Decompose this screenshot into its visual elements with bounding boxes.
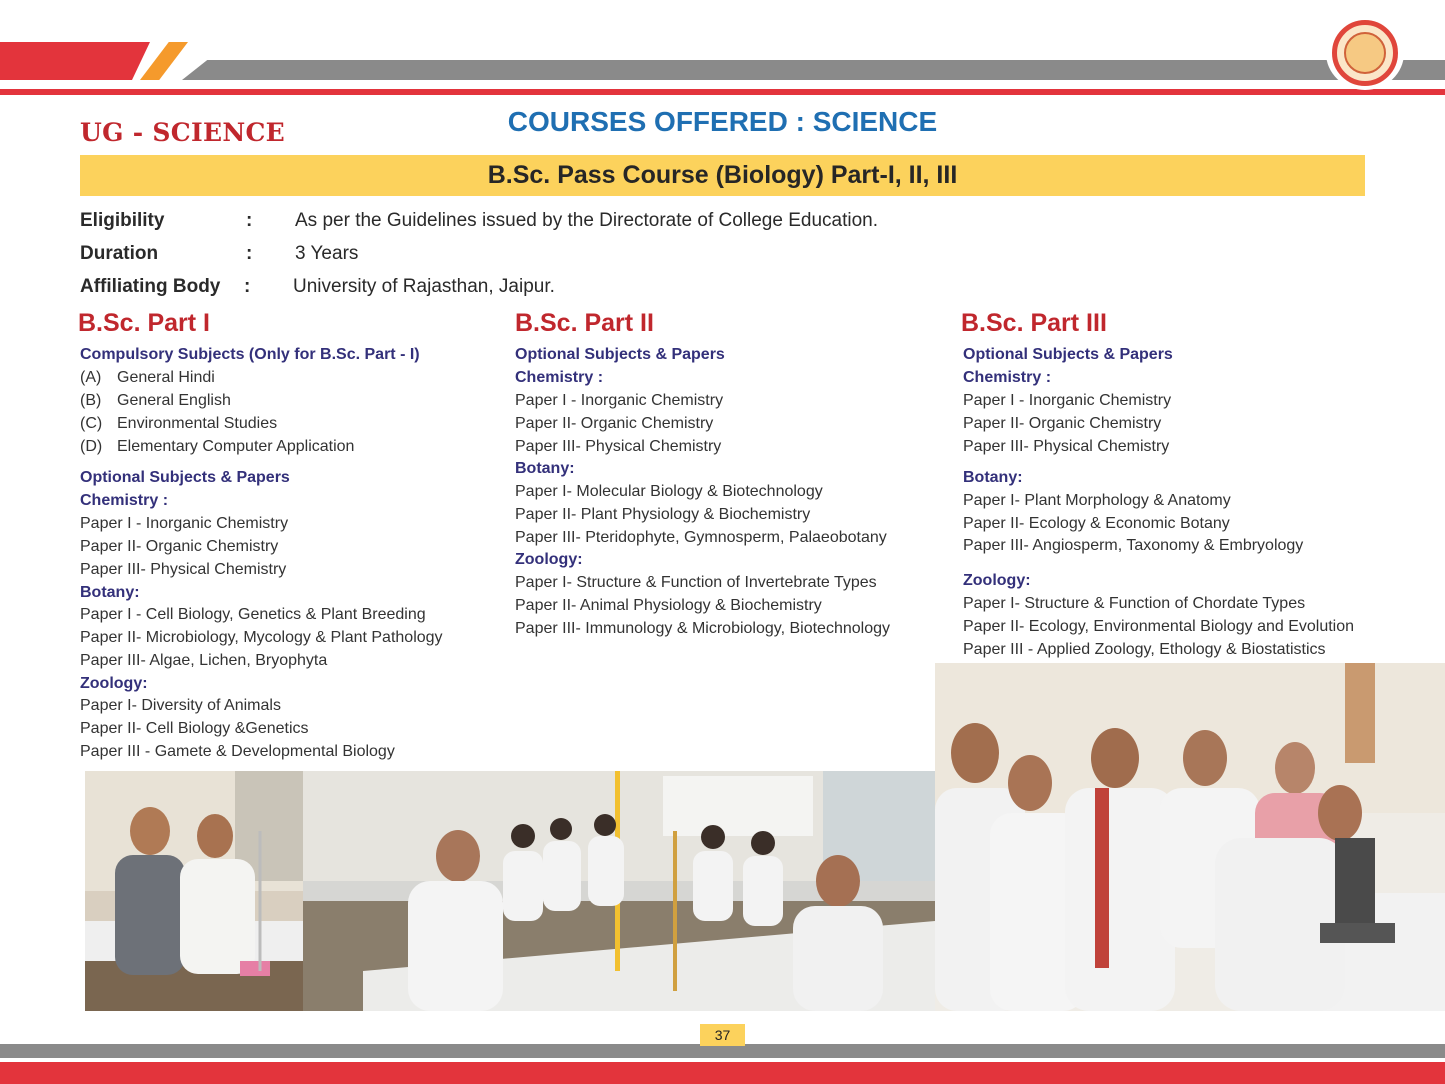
paper-item: Paper III - Gamete & Developmental Biology <box>80 743 395 760</box>
part1-chemistry-title: Chemistry : <box>80 492 169 509</box>
compulsory-code: (C) <box>80 415 103 432</box>
duration-colon: : <box>246 243 253 264</box>
paper-item: Paper I- Molecular Biology & Biotechnology <box>515 483 823 500</box>
part2-botany-title: Botany: <box>515 460 575 477</box>
affiliating-body-label: Affiliating Body <box>80 276 221 297</box>
paper-item: Paper III- Physical Chemistry <box>515 438 722 455</box>
part2-heading: B.Sc. Part II <box>515 309 654 337</box>
part1-botany-title: Botany: <box>80 584 140 601</box>
footer-red-band <box>0 1062 1445 1084</box>
paper-item: Paper III- Immunology & Microbiology, Biotechnology <box>515 620 890 637</box>
header-gray-stripe <box>182 60 1445 80</box>
footer-gray-band <box>0 1044 1445 1058</box>
part1-zoology-title: Zoology: <box>80 675 148 692</box>
compulsory-subject: General English <box>117 392 231 409</box>
course-banner: B.Sc. Pass Course (Biology) Part-I, II, III <box>80 155 1365 196</box>
part2-optional-title: Optional Subjects & Papers <box>515 346 725 363</box>
header-red-line <box>0 89 1445 95</box>
compulsory-code: (B) <box>80 392 102 409</box>
part3-chemistry-title: Chemistry : <box>963 369 1052 386</box>
page-title: COURSES OFFERED : SCIENCE <box>507 106 938 137</box>
paper-item: Paper I - Inorganic Chemistry <box>963 392 1172 409</box>
duration-value: 3 Years <box>295 243 359 264</box>
paper-item: Paper II- Ecology & Economic Botany <box>963 515 1230 532</box>
part2-chemistry-title: Chemistry : <box>515 369 604 386</box>
category-label: UG - SCIENCE <box>80 118 286 147</box>
part3-botany-title: Botany: <box>963 469 1023 486</box>
eligibility-value: As per the Guidelines issued by the Directorate of College Education. <box>295 210 878 231</box>
paper-item: Paper III- Angiosperm, Taxonomy & Embryology <box>963 537 1304 554</box>
paper-item: Paper III- Pteridophyte, Gymnosperm, Palaeobotany <box>515 529 887 546</box>
part2-zoology-title: Zoology: <box>515 551 583 568</box>
paper-item: Paper II- Ecology, Environmental Biology and Evolution <box>963 618 1355 635</box>
paper-item: Paper I- Diversity of Animals <box>80 697 281 714</box>
part3-zoology-title: Zoology: <box>963 572 1031 589</box>
paper-item: Paper I- Structure & Function of Invertebrate Types <box>515 574 877 591</box>
header-red-stripe <box>0 42 150 80</box>
eligibility-label: Eligibility <box>80 210 165 231</box>
paper-item: Paper II- Plant Physiology & Biochemistry <box>515 506 811 523</box>
compulsory-subject: General Hindi <box>117 369 215 386</box>
paper-item: Paper III- Physical Chemistry <box>963 438 1170 455</box>
compulsory-code: (D) <box>80 438 103 455</box>
part1-compulsory-title: Compulsory Subjects (Only for B.Sc. Part - I) <box>80 346 420 363</box>
logo-emblem <box>1344 32 1386 74</box>
part1-heading: B.Sc. Part I <box>78 309 210 337</box>
paper-item: Paper I- Structure & Function of Chordate Types <box>963 595 1306 612</box>
paper-item: Paper III - Applied Zoology, Ethology & Biostatistics <box>963 641 1326 658</box>
duration-label: Duration <box>80 243 159 264</box>
paper-item: Paper I - Cell Biology, Genetics & Plant Breeding <box>80 606 426 623</box>
affiliating-body-value: University of Rajasthan, Jaipur. <box>293 276 555 297</box>
paper-item: Paper II- Animal Physiology & Biochemistry <box>515 597 822 614</box>
paper-item: Paper II- Cell Biology &Genetics <box>80 720 309 737</box>
part3-optional-title: Optional Subjects & Papers <box>963 346 1173 363</box>
lab-photo-microscope <box>935 663 1445 1011</box>
page-number: 37 <box>700 1024 745 1046</box>
compulsory-subject: Environmental Studies <box>117 415 278 432</box>
part1-optional-title: Optional Subjects & Papers <box>80 469 290 486</box>
paper-item: Paper II- Microbiology, Mycology & Plant Pathology <box>80 629 443 646</box>
compulsory-subject: Elementary Computer Application <box>117 438 355 455</box>
paper-item: Paper II- Organic Chemistry <box>963 415 1162 432</box>
paper-item: Paper I - Inorganic Chemistry <box>515 392 724 409</box>
eligibility-colon: : <box>246 210 253 231</box>
compulsory-code: (A) <box>80 369 102 386</box>
paper-item: Paper II- Organic Chemistry <box>80 538 279 555</box>
affiliating-body-colon: : <box>244 276 251 297</box>
part3-heading: B.Sc. Part III <box>961 309 1107 337</box>
paper-item: Paper II- Organic Chemistry <box>515 415 714 432</box>
paper-item: Paper I - Inorganic Chemistry <box>80 515 289 532</box>
paper-item: Paper I- Plant Morphology & Anatomy <box>963 492 1231 509</box>
paper-item: Paper III- Physical Chemistry <box>80 561 287 578</box>
paper-item: Paper III- Algae, Lichen, Bryophyta <box>80 652 328 669</box>
lab-photo-students-pair <box>85 771 303 1011</box>
lab-photo-group <box>303 771 935 1011</box>
